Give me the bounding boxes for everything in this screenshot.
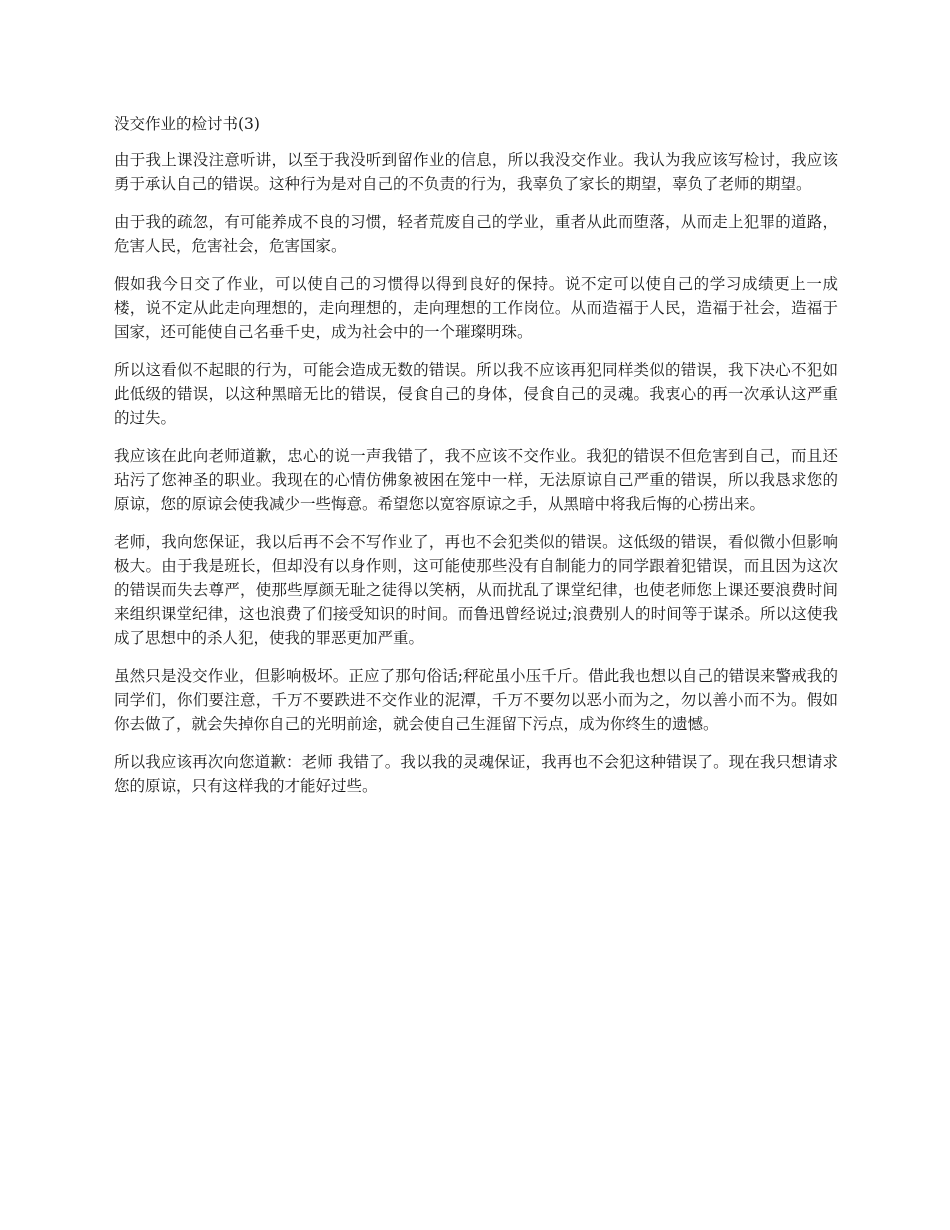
document-page <box>114 112 838 812</box>
document-title: 没交作业的检讨书(3) <box>114 115 260 133</box>
paragraph-1: 由于我上课没注意听讲，以至于我没听到留作业的信息，所以我没交作业。我认为我应该写检讨，我应该勇于承认自己的错误。这种行为是对自己的不负责的行为，我辜负了家长的期望，辜负了老师的期望。 <box>114 151 838 193</box>
paragraph-6: 老师，我向您保证，我以后再不会不写作业了，再也不会犯类似的错误。这低级的错误，看似微小但影响极大。由于我是班长，但却没有以身作则，这可能使那些没有自制能力的同学跟着犯错误，而且因为这次的错误而失去尊严，使那些厚颜无耻之徒得以笑柄，从而扰乱了课堂纪律，也使老师您上课还要浪费时间来组织课堂纪律，这也浪费了们接受知识的时间。而鲁迅曾经说过;浪费别人的时间等于谋杀。所以这使我成了思想中的杀人犯，使我的罪恶更加严重。 <box>114 533 838 647</box>
paragraph-7: 虽然只是没交作业，但影响极坏。正应了那句俗话;秤砣虽小压千斤。借此我也想以自己的错误来警戒我的同学们，你们要注意，千万不要跌进不交作业的泥潭，千万不要勿以恶小而为之，勿以善小而不为。假如你去做了，就会失掉你自己的光明前途，就会使自己生涯留下污点，成为你终生的遗憾。 <box>114 667 838 733</box>
paragraph-2: 由于我的疏忽，有可能养成不良的习惯，轻者荒废自己的学业，重者从此而堕落，从而走上犯罪的道路，危害人民，危害社会，危害国家。 <box>114 213 838 255</box>
paragraph-8: 所以我应该再次向您道歉：老师 我错了。我以我的灵魂保证，我再也不会犯这种错误了。现在我只想请求您的原谅，只有这样我的才能好过些。 <box>114 753 838 795</box>
paragraph-4: 所以这看似不起眼的行为，可能会造成无数的错误。所以我不应该再犯同样类似的错误，我下决心不犯如此低级的错误，以这种黑暗无比的错误，侵食自己的身体，侵食自己的灵魂。我衷心的再一次承认这严重的过失。 <box>114 361 838 427</box>
paragraph-5: 我应该在此向老师道歉，忠心的说一声我错了，我不应该不交作业。我犯的错误不但危害到自己，而且还玷污了您神圣的职业。我现在的心情仿佛象被困在笼中一样，无法原谅自己严重的错误，所以我恳求您的原谅，您的原谅会使我减少一些悔意。希望您以宽容原谅之手，从黑暗中将我后悔的心捞出来。 <box>114 447 838 513</box>
paragraph-3: 假如我今日交了作业，可以使自己的习惯得以得到良好的保持。说不定可以使自己的学习成绩更上一成楼，说不定从此走向理想的，走向理想的，走向理想的工作岗位。从而造福于人民，造福于社会，造福于国家，还可能使自己名垂千史，成为社会中的一个璀璨明珠。 <box>114 275 838 341</box>
